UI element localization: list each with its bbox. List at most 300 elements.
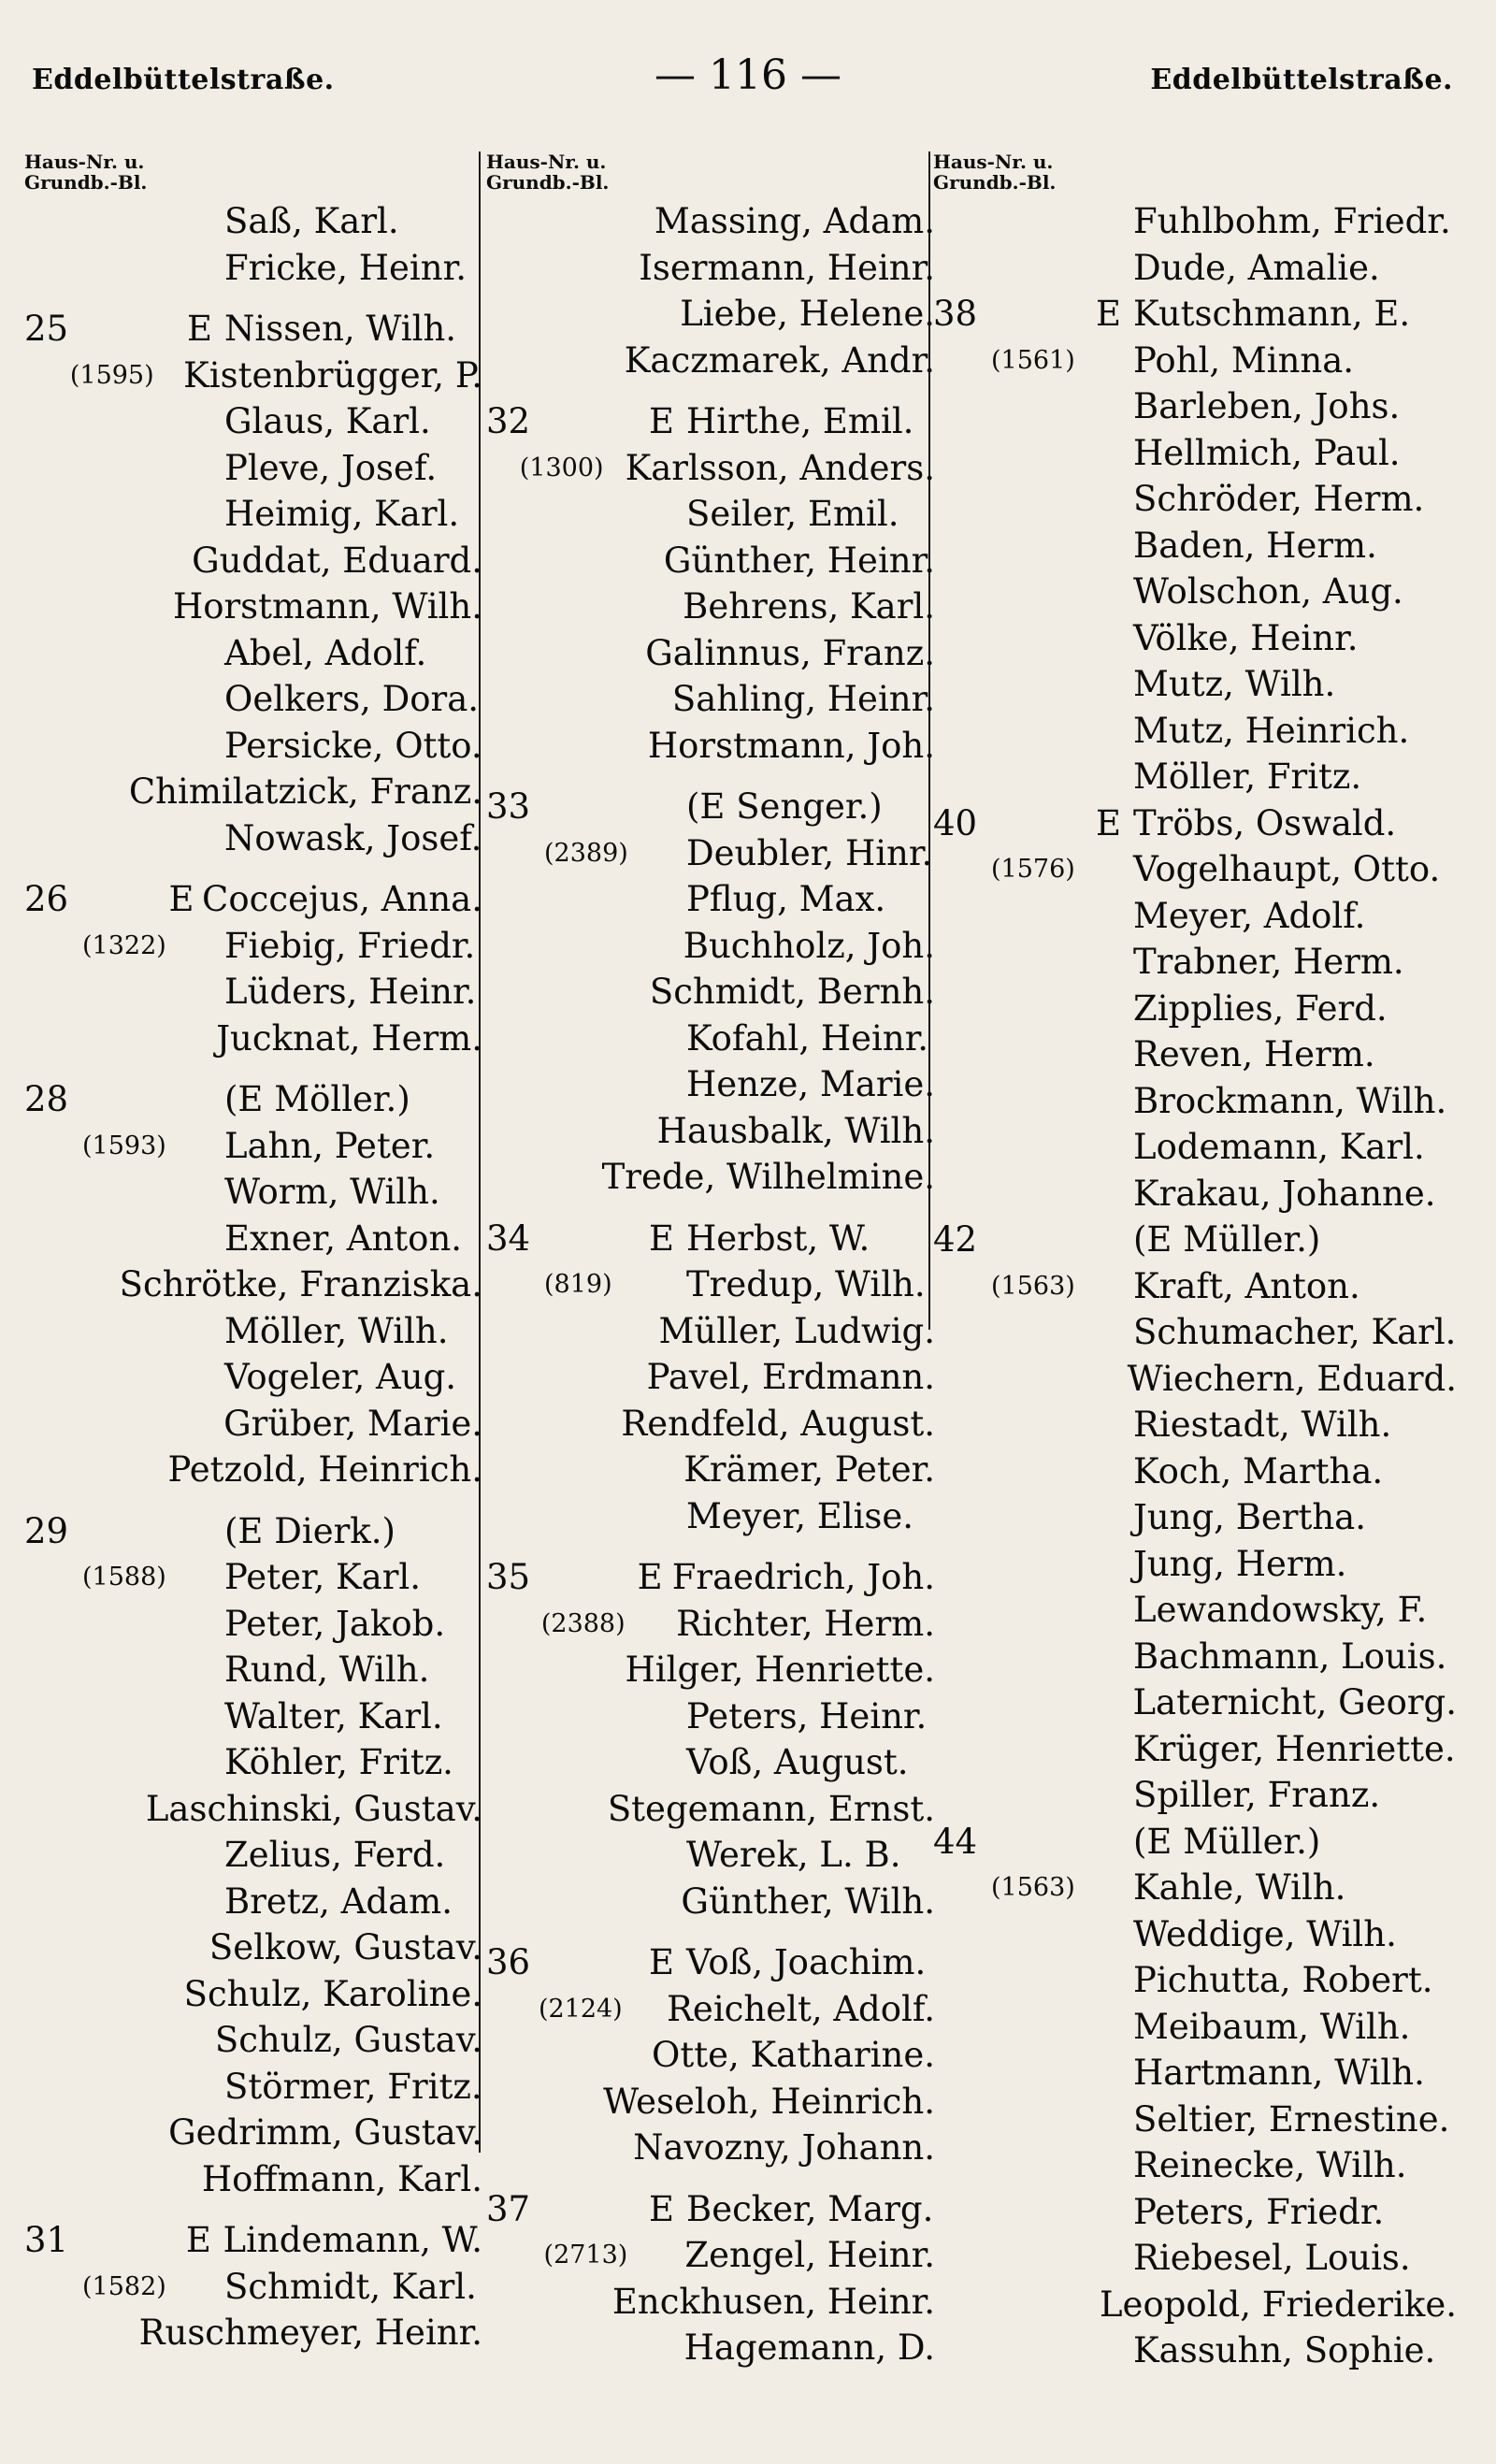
house-number [933,1957,991,2004]
house-number [933,1541,991,1588]
ground-book-sheet [82,445,187,492]
directory-entry [933,245,1457,292]
resident-name: Reichelt, Adolf. [667,1988,935,2029]
directory-entry [24,630,482,677]
resident-name: Dude, Amalie. [1133,247,1380,288]
house-number: 37 [486,2188,531,2229]
house-number [486,1601,541,1648]
directory-entry [486,1832,935,1879]
directory-entry [933,2235,1457,2282]
house-number [24,2110,66,2156]
ground-book-sheet [991,1494,1096,1541]
house-number [486,1986,539,2033]
resident-name: Zengel, Heinr. [684,2235,935,2275]
ground-book-sheet [82,198,187,245]
resident-name: Krämer, Peter. [683,1449,935,1490]
directory-entry [24,445,482,492]
owner-mark [141,1447,168,1493]
directory-entry [24,1554,482,1601]
ground-book-sheet [533,1354,617,1401]
resident-name: Worm, Wilh. [224,1172,440,1212]
owner-mark [1096,2189,1133,2236]
directory-entry [933,708,1457,755]
directory-entry [933,1726,1457,1773]
owner-mark [154,353,184,399]
resident-name: Lüders, Heinr. [224,972,477,1012]
directory-entry [933,939,1457,986]
house-number [486,2079,520,2125]
owner-mark [187,1601,224,1648]
house-number [933,569,991,615]
house-number: 36 [486,1942,531,1982]
owner-mark [187,1308,224,1355]
directory-entry [24,1879,482,1925]
ground-book-sheet [991,939,1096,986]
house-number [486,2325,543,2371]
resident-name: Isermann, Heinr. [639,247,935,288]
directory-entry [933,430,1457,477]
resident-name: Selkow, Gustav. [209,1927,482,1967]
resident-name: Walter, Karl. [224,1695,443,1736]
resident-name: Wiechern, Eduard. [1127,1358,1457,1399]
resident-name: Rendfeld, August. [621,1403,935,1444]
resident-name: Petzold, Heinrich. [167,1449,483,1490]
directory-entry [486,1016,935,1062]
ground-book-sheet [82,1169,187,1216]
ground-book-sheet [523,2279,589,2326]
owner-mark [1096,1634,1133,1680]
resident-name: (E Senger.) [686,786,883,827]
directory-entry [486,723,935,770]
ground-book-sheet [544,398,649,445]
owner-mark [187,1354,224,1401]
column-header-line: Grundb.-Bl. [933,171,1057,194]
resident-name: Weddige, Wilh. [1133,1913,1397,1954]
ground-book-sheet [991,754,1096,800]
directory-entry [933,1171,1457,1218]
resident-name: Horstmann, Wilh. [172,586,482,627]
entry-gap [24,2202,482,2217]
house-number [24,923,82,970]
ground-book-sheet: (1595) [69,360,154,390]
ground-book-sheet [543,584,646,630]
resident-name: Peters, Heinr. [686,1695,928,1736]
ground-book-sheet [536,1108,626,1155]
directory-entry [486,291,935,338]
ground-book-sheet [73,538,161,584]
owner-mark [638,676,672,723]
entry-list [486,198,935,2371]
resident-name: Hoffmann, Karl. [201,2158,482,2199]
house-number: 35 [486,1557,531,1597]
ground-book-sheet [991,523,1096,569]
ground-book-sheet [534,969,620,1016]
ground-book-sheet: (1582) [82,2271,166,2301]
directory-entry [486,1154,935,1201]
owner-mark [619,969,650,1016]
resident-name: Günther, Heinr. [663,540,935,581]
directory-entry [933,1217,1457,1263]
directory-entry [933,338,1457,384]
ground-book-sheet [54,769,109,815]
resident-name: Pohl, Minna. [1133,339,1355,381]
house-number: 25 [24,309,69,349]
house-number: 44 [933,1821,978,1862]
ground-book-sheet [526,1647,599,1693]
owner-mark [118,2310,139,2356]
directory-entry [933,1309,1457,1356]
resident-name: Saß, Karl. [224,201,399,241]
resident-name: Stegemann, Ernst. [607,1788,935,1829]
house-number [24,1354,82,1401]
resident-name: Gedrimm, Gustav. [168,2112,482,2153]
owner-mark [1096,1911,1133,1958]
directory-entry [24,398,482,445]
house-number [24,353,70,399]
house-number [933,2050,991,2097]
ground-book-sheet [544,1016,649,1062]
column-header-line: Grundb.-Bl. [486,171,610,194]
directory-entry [486,784,935,830]
directory-entry [24,1261,482,1308]
resident-name: Schmidt, Bernh. [649,972,935,1012]
directory-entry [933,986,1457,1032]
house-number [933,1356,989,1403]
house-number [24,1601,82,1648]
house-number [933,2327,991,2374]
entry-gap [486,1201,935,1216]
directory-entry [24,2156,482,2203]
house-number [486,876,544,923]
resident-name: Meyer, Adolf. [1133,895,1366,936]
house-number [933,615,991,662]
house-number [486,1493,544,1540]
page-number: — 116 — [654,51,842,99]
directory-entry [933,1634,1457,1680]
house-number: 34 [486,1218,531,1259]
resident-name: Guddat, Eduard. [192,540,482,581]
owner-mark [630,538,663,584]
resident-name: Chimilatzick, Franz. [128,771,482,812]
owner-mark [1096,198,1133,245]
resident-name: Schrötke, Franziska. [119,1264,482,1304]
house-number [933,846,991,893]
resident-name: Lindemann, W. [223,2220,482,2260]
house-number [486,723,533,770]
house-number [486,1061,544,1108]
directory-entry [486,676,935,723]
house-number [933,383,991,430]
resident-name: Trabner, Herm. [1133,942,1404,982]
directory-entry [24,1123,482,1170]
owner-mark [626,1108,657,1155]
owner-mark [1096,1865,1133,1911]
owner-mark [581,1154,602,1201]
directory-entry [486,1354,935,1401]
house-number [933,198,991,245]
ground-book-sheet [991,1171,1096,1218]
house-number [933,1309,991,1356]
owner-mark [1091,1356,1128,1403]
owner-mark [187,1216,224,1262]
resident-name: Oelkers, Dora. [224,679,480,719]
resident-name: Kistenbrügger, P. [183,354,482,396]
resident-name: Glaus, Karl. [224,401,431,441]
directory-entry [933,846,1457,893]
owner-mark [1096,2235,1133,2282]
resident-name: Buchholz, Joh. [683,925,935,966]
directory-entry [486,198,935,245]
owner-mark [1096,754,1133,800]
directory-entry [24,1693,482,1740]
owner-mark [1096,1819,1133,1866]
house-number [486,198,535,245]
ground-book-sheet [540,676,638,723]
entry-list [933,198,1457,2374]
resident-name: Brockmann, Wilh. [1133,1080,1447,1121]
entry-gap [486,383,935,398]
resident-name: Kraft, Anton. [1133,1265,1360,1306]
ground-book-sheet [79,2017,180,2064]
directory-entry [933,893,1457,940]
owner-mark [1096,1171,1133,1218]
ground-book-sheet [58,2310,118,2356]
ground-book-sheet [982,2282,1069,2328]
ground-book-sheet [542,1879,644,1925]
resident-name: Schulz, Gustav. [214,2020,483,2060]
ground-book-sheet [82,1647,187,1693]
owner-mark [187,1832,224,1879]
house-number [933,2282,982,2328]
resident-name: Reven, Herm. [1133,1034,1375,1074]
ground-book-sheet [991,893,1096,940]
owner-mark [154,1971,184,2018]
ground-book-sheet [544,1493,649,1540]
ground-book-sheet [991,661,1096,708]
directory-entry [933,476,1457,523]
resident-name: Pavel, Erdmann. [646,1357,936,1397]
owner-mark [175,1924,209,1971]
directory-entry [24,306,482,353]
owner-mark [1096,2327,1133,2374]
owner-mark [102,1261,120,1308]
ground-book-sheet [991,1772,1096,1819]
ground-book-sheet [51,1261,101,1308]
resident-name: Jung, Herm. [1133,1543,1347,1584]
directory-entry [486,2325,935,2371]
entry-gap [486,1539,935,1554]
ground-book-sheet [991,291,1096,338]
house-number [486,1647,526,1693]
owner-mark: E [187,309,213,349]
ground-book-sheet [544,2186,649,2233]
owner-mark [618,723,648,770]
resident-name: Enckhusen, Heinr. [611,2281,935,2322]
owner-mark [1096,1448,1133,1495]
directory-entry [24,1447,482,1493]
resident-name: Baden, Herm. [1133,525,1377,566]
house-number [486,1154,520,1201]
ground-book-sheet [991,1911,1096,1958]
ground-book-sheet [82,1308,187,1355]
resident-name: Navozny, Johann. [633,2127,935,2168]
resident-name: Bretz, Adam. [224,1880,453,1922]
resident-name: Pichutta, Robert. [1133,1960,1433,2000]
resident-name: Deubler, Hinr. [686,832,933,873]
resident-name: Hirthe, Emil. [686,401,914,441]
house-number [24,2017,79,2064]
ground-book-sheet [525,1401,597,1448]
house-number [933,1772,991,1819]
directory-entry [933,2097,1457,2143]
directory-entry [486,876,935,923]
directory-entry [24,1076,482,1123]
owner-mark [187,723,224,770]
house-number [486,1786,522,1833]
directory-entry [24,1401,482,1448]
resident-name: Henze, Marie. [685,1064,935,1104]
ground-book-sheet [65,1447,140,1493]
resident-name: Spiller, Franz. [1133,1775,1381,1815]
directory-entry [24,491,482,538]
ground-book-sheet [991,1726,1096,1773]
house-number [24,2264,82,2311]
owner-mark: E [1096,294,1122,334]
resident-name: Jung, Bertha. [1133,1497,1366,1537]
ground-book-sheet [82,306,187,353]
directory-entry [486,2186,935,2233]
resident-name: Ruschmeyer, Heinr. [138,2313,482,2353]
resident-name: Liebe, Helene. [680,294,935,334]
ground-book-sheet [543,1447,647,1493]
directory-entry [933,1911,1457,1958]
owner-mark: E [1096,802,1122,843]
directory-entry [24,1216,482,1262]
directory-entry [24,538,482,584]
ground-book-sheet [82,676,187,723]
directory-entry [486,1647,935,1693]
owner-mark [1096,1402,1133,1448]
house-number [24,491,82,538]
ground-book-sheet [535,198,623,245]
house-number: 33 [486,786,531,827]
owner-mark [1096,846,1133,893]
ground-book-sheet [82,1354,187,1401]
directory-entry [486,2125,935,2171]
owner-mark [123,1786,146,1833]
owner-mark: E [649,1218,675,1259]
resident-name: Horstmann, Joh. [647,725,935,766]
house-number [486,2032,534,2079]
resident-name: Krüger, Henriette. [1133,1728,1456,1769]
directory-entry [486,1786,935,1833]
owner-mark: E [649,2188,675,2229]
ground-book-sheet [991,708,1096,755]
owner-mark [187,1076,224,1123]
ground-book-sheet [991,2142,1096,2189]
house-number [933,1494,991,1541]
owner-mark [1096,939,1133,986]
directory-entry [24,676,482,723]
resident-name: Fricke, Heinr. [224,247,467,288]
ground-book-sheet [82,969,187,1016]
resident-name: Kaczmarek, Andr. [624,339,935,381]
directory-entry [933,2327,1457,2374]
resident-name: Karlsson, Anders. [625,447,935,488]
directory-entry [24,969,482,1016]
house-number: 26 [24,879,69,919]
ground-book-sheet [991,430,1096,477]
directory-entry [24,245,482,292]
owner-mark: E [185,2220,211,2260]
owner-mark [187,491,224,538]
directory-entry [933,1263,1457,1310]
owner-mark [1096,1217,1133,1263]
ground-book-sheet [82,630,187,677]
ground-book-sheet [526,338,598,384]
resident-name: Lewandowsky, F. [1133,1590,1428,1630]
ground-book-sheet [544,1832,649,1879]
ground-book-sheet: (1322) [82,930,166,960]
resident-name: Pflug, Max. [686,879,886,919]
directory-entry [933,1957,1457,2004]
house-number [933,1448,991,1495]
owner-mark [617,1354,647,1401]
running-head-left: Eddelbüttelstraße. [32,64,335,96]
house-number [486,2125,529,2171]
house-number [933,430,991,477]
column-header-line: Haus-Nr. u. [24,151,145,173]
ground-book-sheet [530,245,610,292]
ground-book-sheet [76,2156,168,2203]
directory-entry [24,1647,482,1693]
house-number [933,476,991,523]
house-number [24,1739,82,1786]
resident-name: Lodemann, Karl. [1133,1127,1425,1167]
owner-mark [1096,1957,1133,2004]
column-header-line: Haus-Nr. u. [933,151,1054,173]
resident-name: Nowask, Josef. [224,817,482,858]
ground-book-sheet [544,876,649,923]
owner-mark [187,1169,224,1216]
house-number [24,2156,76,2203]
house-number [24,1216,82,1262]
owner-mark [186,1401,223,1448]
resident-name: Koch, Martha. [1133,1450,1384,1491]
ground-book-sheet [991,1124,1096,1171]
house-number: 40 [933,802,978,843]
ground-book-sheet [542,291,643,338]
resident-name: Zelius, Ferd. [224,1835,446,1875]
house-number [24,1693,82,1740]
directory-entry [933,383,1457,430]
directory-entry [24,1924,482,1971]
directory-entry [24,2017,482,2064]
ground-book-sheet [544,1739,649,1786]
owner-mark [1096,1494,1133,1541]
ground-book-sheet [991,1217,1096,1263]
resident-name: Schulz, Karoline. [183,1973,482,2014]
resident-name: Hagemann, D. [683,2327,935,2368]
directory-entry [933,1587,1457,1634]
house-number [486,338,526,384]
house-number [486,1879,542,1925]
owner-mark [180,2017,215,2064]
resident-name: Trede, Wilhelmine. [601,1157,935,1197]
resident-name: (E Möller.) [224,1079,410,1119]
ground-book-sheet [82,245,187,292]
owner-mark [180,1016,216,1062]
